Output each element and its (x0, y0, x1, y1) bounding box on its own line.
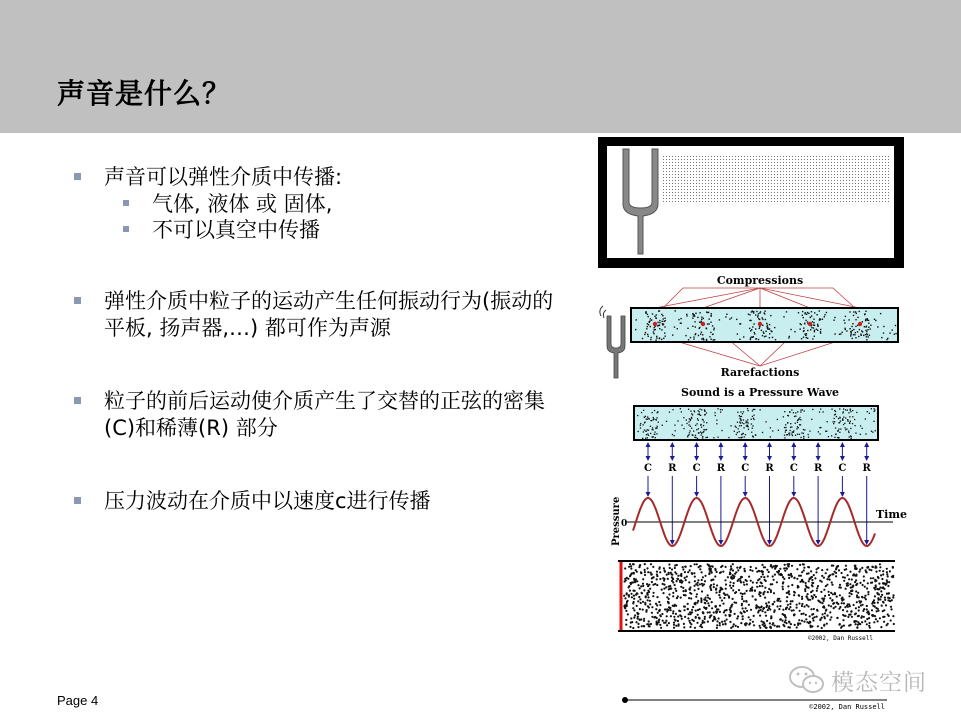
cr-label: C (789, 463, 798, 474)
time-label: Time (876, 508, 908, 521)
slide-title: 声音是什么？ (57, 77, 232, 110)
cr-label: R (716, 463, 726, 474)
sub-bullet-2-text: 不可以真空中传播 (152, 218, 320, 242)
bullet-3 (72, 388, 572, 442)
cr-label: C (644, 463, 652, 474)
bullet-1 (72, 164, 572, 243)
tuning-fork-panel (598, 137, 904, 268)
rarefactions-label: Rarefactions (720, 366, 800, 379)
cr-arrows (646, 442, 870, 545)
cr-label: C (692, 463, 701, 474)
bullet-3-text: 粒子的前后运动使介质产生了交替的正弦的密集(C)和稀薄(R) 部分 (104, 389, 545, 440)
sub-bullet-1-text: 气体, 液体 或 固体, (152, 192, 333, 216)
bullet-marker (74, 297, 81, 304)
bullet-list (72, 164, 572, 515)
bullet-marker (74, 397, 81, 404)
compressions-label: Compressions (716, 274, 804, 287)
sound-wave-svg (593, 134, 911, 646)
cr-label: R (765, 463, 774, 474)
sub-bullet-2 (104, 217, 572, 243)
cr-label: R (813, 463, 823, 474)
title-bar (0, 0, 961, 133)
cr-label: R (668, 463, 677, 474)
sub-bullet-marker (123, 226, 129, 232)
pressure-axis-label: Pressure (611, 496, 622, 546)
sound-wave-figure (593, 134, 911, 646)
bullet-marker (74, 497, 81, 504)
bullet-2 (72, 288, 572, 342)
cr-label: C (838, 463, 847, 474)
figure-credit: ©2002, Dan Russell (807, 635, 873, 642)
sub-bullet-marker (123, 200, 129, 206)
pressure-wave-panel (611, 386, 907, 546)
pressure-wave-title: Sound is a Pressure Wave (681, 386, 839, 399)
particle-box-panel (618, 561, 895, 642)
watermark-label: 模态空间 (831, 669, 927, 696)
zero-label: 0 (621, 519, 628, 529)
compression-panel (600, 274, 898, 379)
cr-label: C (741, 463, 750, 474)
page-number: Page 4 (57, 693, 99, 708)
bullet-4-text: 压力波动在介质中以速度c进行传播 (104, 489, 431, 513)
small-tuning-fork-icon (607, 316, 625, 378)
wechat-icon (787, 662, 827, 698)
bullet-4 (72, 488, 572, 515)
cr-label: R (862, 463, 871, 474)
particle-field (623, 563, 895, 629)
bullet-2-text: 弹性介质中粒子的运动产生任何振动行为(振动的平板, 扬声器,…) 都可作为声源 (104, 289, 554, 340)
cr-labels (644, 463, 872, 474)
watermark (787, 660, 927, 700)
sub-bullet-1 (104, 191, 572, 217)
strip-credit: ©2002, Dan Russell (809, 703, 885, 711)
bullet-marker (74, 173, 81, 180)
bullet-1-text: 声音可以弹性介质中传播: (104, 165, 343, 189)
